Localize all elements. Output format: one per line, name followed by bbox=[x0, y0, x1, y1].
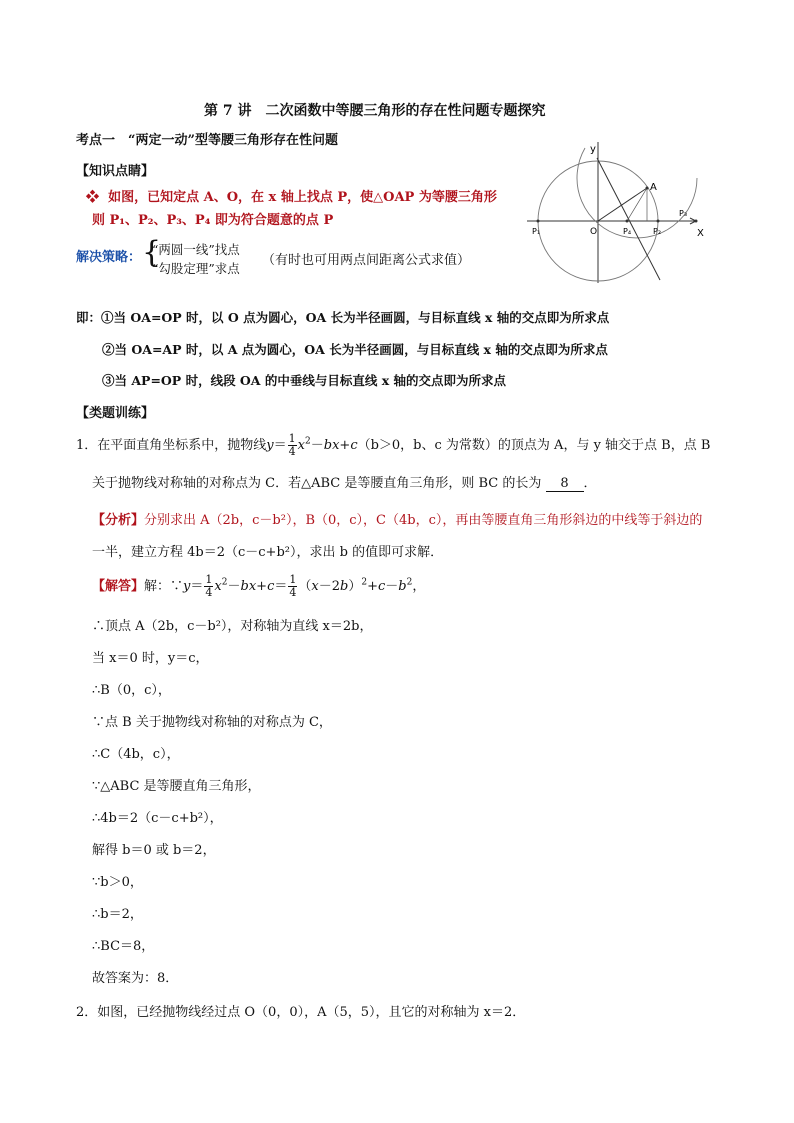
point-p2-label: P₂ bbox=[653, 227, 662, 236]
diamond-bullet-icon: ❖ bbox=[86, 190, 100, 205]
method-line-3: ③当 AP=OP 时，线段 OA 的中垂线与目标直线 x 轴的交点即为所求点 bbox=[102, 373, 507, 388]
x-axis-label: X bbox=[697, 228, 704, 239]
intro-line-2: 则 P₁、P₂、P₃、P₄ 即为符合题意的点 P bbox=[92, 213, 334, 228]
point-o-label: O bbox=[590, 227, 598, 237]
strategy-note: （有时也可用两点间距离公式求值） bbox=[262, 253, 471, 268]
question-1-line-2: 关于抛物线对称轴的对称点为 C．若△ABC 是等腰直角三角形，则 BC 的长为 8 ． bbox=[92, 476, 597, 491]
q1-text-b: （b＞0，b、c 为常数）的顶点为 A，与 y 轴交于点 B，点 B bbox=[357, 438, 711, 453]
point-p1-label: P₁ bbox=[532, 227, 541, 236]
solution-line-8: 解得 b＝0 或 b＝2， bbox=[92, 843, 216, 858]
solution-line-11: ∴BC＝8， bbox=[92, 939, 155, 954]
solution-line-2: 当 x＝0 时，y＝c， bbox=[92, 651, 209, 666]
analysis-text-1: 分别求出 A（2b，c－b²），B（0，c），C（4b，c），再由等腰直角三角形斜边的中线等于斜边的 bbox=[144, 513, 703, 528]
analysis-line-2: 一半，建立方程 4b＝2（c－c+b²），求出 b 的值即可求解． bbox=[92, 545, 444, 560]
brace-icon: { bbox=[142, 235, 162, 270]
strategy-label: 解决策略： bbox=[76, 250, 142, 265]
circle-diagram bbox=[527, 138, 707, 288]
point-p3-label: P₃ bbox=[679, 209, 688, 218]
solution-line-9: ∵b＞0， bbox=[92, 875, 143, 890]
solution-line-5: ∴C（4b，c）， bbox=[92, 747, 180, 762]
q1-text-a: 1．在平面直角坐标系中，抛物线 bbox=[76, 438, 267, 453]
practice-header: 【类题训练】 bbox=[76, 406, 155, 421]
analysis-line-1 bbox=[92, 509, 702, 528]
answer-blank: 8 bbox=[546, 476, 584, 492]
solution-line-12: 故答案为：8． bbox=[92, 971, 179, 986]
strategy-item-2: “勾股定理”求点 bbox=[152, 261, 240, 276]
method-line-2: ②当 OA=AP 时，以 A 点为圆心，OA 长为半径画圆，与目标直线 x 轴的交点即为所求点 bbox=[102, 342, 608, 357]
solution-line-0: 【解答】解：∵y＝ $\frac{1}{4}$ $x^2-bx+c=$ $\frac{1}{4}$ $(x-2b)^2+c-b^2$， bbox=[92, 573, 426, 599]
fraction-quarter: $\frac{1}{4}$ bbox=[288, 432, 296, 458]
intro-text-1: 如图，已知定点 A、O，在 x 轴上找点 P，使△OAP 为等腰三角形 bbox=[108, 190, 497, 205]
question-1-line-1: 1．在平面直角坐标系中，抛物线y＝ $\frac{1}{4}$ $x^2-bx+c(b>0$，b、c 为常数）的顶点为 A，与 y 轴交于点 B，点 B bbox=[76, 432, 711, 458]
solution-line-1: ∴顶点 A（2b，c－b²），对称轴为直线 x＝2b， bbox=[92, 619, 373, 634]
section-heading: 考点一 “两定一动”型等腰三角形存在性问题 bbox=[76, 133, 338, 148]
q1-text-c: 关于抛物线对称轴的对称点为 C．若△ABC 是等腰直角三角形，则 BC 的长为 bbox=[92, 476, 542, 491]
solution-line-3: ∴B（0，c）， bbox=[92, 683, 171, 698]
solution-line-6: ∵△ABC 是等腰直角三角形， bbox=[92, 779, 261, 794]
y-axis-label: y bbox=[590, 144, 596, 155]
solution-line-4: ∵点 B 关于抛物线对称轴的对称点为 C， bbox=[92, 715, 332, 730]
question-2: 2．如图，已经抛物线经过点 O（0，0），A（5，5），且它的对称轴为 x＝2． bbox=[76, 1005, 526, 1020]
solution-line-7: ∴4b＝2（c－c+b²）， bbox=[92, 811, 223, 826]
method-line-1: 即：①当 OA=OP 时，以 O 点为圆心，OA 长为半径画圆，与目标直线 x 轴的交点即为所求点 bbox=[76, 310, 610, 325]
strategy-item-1: “两圆一线”找点 bbox=[152, 242, 240, 257]
point-a-label: A bbox=[650, 182, 657, 193]
knowledge-header: 【知识点睛】 bbox=[76, 164, 155, 179]
analysis-tag: 【分析】 bbox=[92, 513, 145, 528]
solution-line-10: ∴b＝2， bbox=[92, 907, 143, 922]
intro-line-1 bbox=[86, 186, 497, 205]
page-title: 第 7 讲 二次函数中等腰三角形的存在性问题专题探究 bbox=[204, 103, 546, 119]
solution-tag: 【解答】 bbox=[92, 579, 145, 594]
point-p4-label: P₄ bbox=[623, 227, 632, 236]
